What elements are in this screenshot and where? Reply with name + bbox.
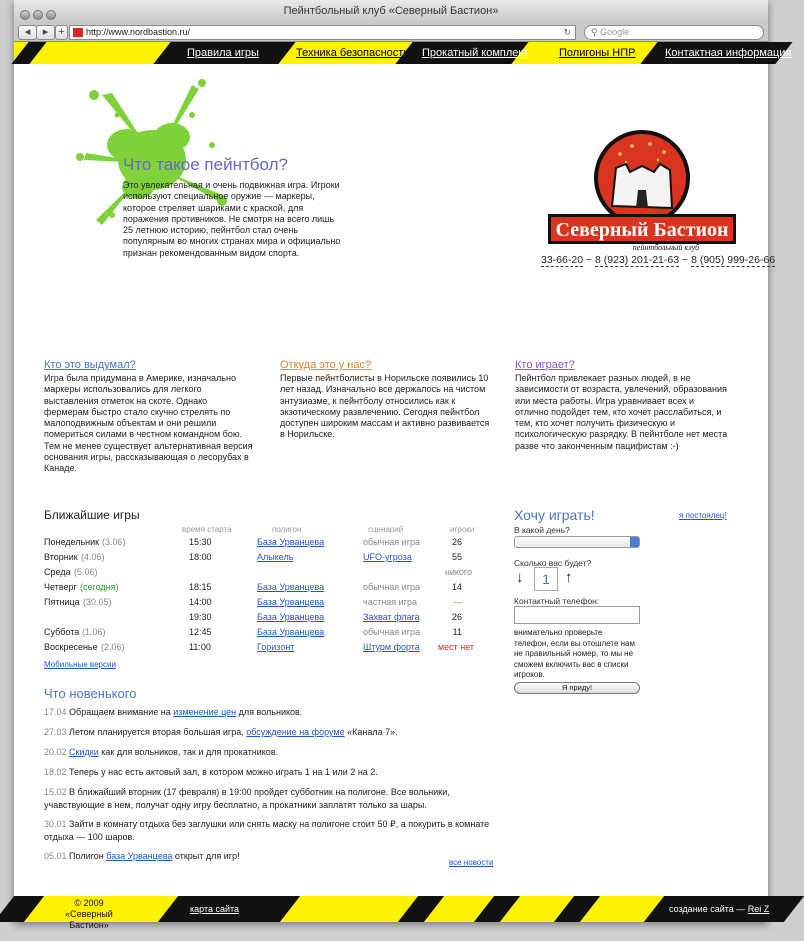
intro-text: Это увлекательная и очень подвижная игра. Игроки используют специальное оружие — маркеры, которое стреляет шариками с краской, для поражения противников. Не смотря на всего лишь 25 летнюю историю, пейнтбол стал очень популярным во многих странах мира и официально признан рекомендованным видом спорта. <box>123 180 341 258</box>
phone-numbers <box>541 254 775 266</box>
col-players: игроки <box>450 525 475 534</box>
logo-subtitle: пейнтбольный клуб <box>632 243 700 252</box>
col-place: полигон <box>272 525 302 534</box>
phone-note: внимательно проверьте телефон, если вы отошлете нам не правильный номер, то мы не сможем включить вас в списки игроков. <box>514 628 635 679</box>
news-item <box>44 766 504 779</box>
game-date: (4.06) <box>81 552 105 562</box>
game-place[interactable]: База Урванцева <box>257 582 325 592</box>
table-row <box>44 597 484 612</box>
top-navigation <box>14 42 792 64</box>
news-text: для вольников. <box>238 707 303 717</box>
day-label: В какой день? <box>514 525 570 535</box>
title-bar <box>14 0 768 23</box>
news-date: 05.01 <box>44 851 67 861</box>
game-players: 26 <box>451 537 462 547</box>
table-row <box>44 537 484 552</box>
news-text: Зайти в комнату отдыха без заглушки или снять маску на полигоне стоит 50 ₽, а покурить в комнате отдыха — 100 шаров. <box>44 819 490 842</box>
sitemap-link[interactable]: карта сайта <box>190 904 240 914</box>
news-text: Полигон <box>69 851 104 861</box>
copyright <box>49 898 129 931</box>
news-title: Что новенького <box>44 686 137 701</box>
game-place[interactable]: База Урванцева <box>257 627 325 637</box>
credit-link[interactable]: Rei Z <box>747 904 770 914</box>
table-row <box>44 612 484 627</box>
info-text-players: Пейнтбол привлекает разных людей, в не зависимости от возраста, увлечений, образования или места работы. Игра уравнивает всех и отлично подойдет тем, кто хочет расслабиться, и тем, кто хочет получить физическую и психологическую разрядку. В пейнтболе нет места разве что законченным пацифистам :-) <box>515 373 728 451</box>
browser-window <box>14 0 792 930</box>
col-scenario: сценарий <box>368 525 404 534</box>
news-date: 20.02 <box>44 747 67 757</box>
day-select[interactable] <box>514 536 640 548</box>
game-date: (30.05) <box>83 597 112 607</box>
news-date: 27.03 <box>44 727 67 737</box>
count-value[interactable]: 1 <box>534 567 558 591</box>
club-logo <box>546 128 738 254</box>
news-item <box>44 706 504 719</box>
game-day: Четверг <box>44 582 77 592</box>
col-time: время старта <box>182 525 232 534</box>
hazard-stripe <box>474 896 520 922</box>
game-time: 14:00 <box>189 597 212 607</box>
url-text: http://www.nordbastion.ru/ <box>86 27 191 37</box>
back-arrow-icon: ◂ <box>24 26 31 38</box>
game-place[interactable]: База Урванцева <box>257 597 325 607</box>
game-scenario[interactable]: Захват флага <box>363 612 420 622</box>
hazard-stripe <box>0 896 44 922</box>
news-text: открыт для игр! <box>174 851 240 861</box>
game-scenario: обычная игра <box>363 627 420 637</box>
game-day: Воскресенье <box>44 642 98 652</box>
game-players: никого <box>444 567 472 577</box>
hazard-stripe <box>11 42 46 64</box>
game-day: Понедельник <box>44 537 100 547</box>
table-row <box>44 582 484 597</box>
news-text: Обращаем внимание на <box>69 707 171 717</box>
table-row <box>44 567 484 582</box>
games-title: Ближайшие игры <box>44 508 140 522</box>
news-text: Теперь у нас есть актовый зал, в котором можно играть 1 на 1 или 2 на 2. <box>69 767 378 777</box>
game-day: Вторник <box>44 552 78 562</box>
search-input[interactable] <box>584 25 764 40</box>
count-label: Сколько вас будет? <box>514 558 592 568</box>
table-row <box>44 627 484 642</box>
minimize-window-button[interactable] <box>33 10 43 20</box>
logo-text: Северный Бастион <box>555 219 729 241</box>
signup-title: Хочу играть! <box>514 507 595 523</box>
game-day: Суббота <box>44 627 80 637</box>
game-time: 18:00 <box>189 552 212 562</box>
window-title: Пейнтбольный клуб «Северный Бастион» <box>283 5 499 17</box>
info-title-origin[interactable]: Кто это выдумал? <box>44 359 136 371</box>
news-date: 18.02 <box>44 767 67 777</box>
search-icon: ⚲ <box>591 27 598 37</box>
game-time: 19:30 <box>189 612 212 622</box>
regular-player-link[interactable]: я постоялец! <box>679 511 727 520</box>
game-scenario: обычная игра <box>363 582 420 592</box>
news-text: «Канала 7». <box>347 727 398 737</box>
game-date: (2.06) <box>101 642 125 652</box>
game-scenario[interactable]: UFO-угроза <box>363 552 412 562</box>
game-place[interactable]: База Урванцева <box>257 612 325 622</box>
game-scenario[interactable]: Штурм форта <box>363 642 420 652</box>
game-day: Среда <box>44 567 71 577</box>
game-players: 55 <box>451 552 462 562</box>
news-link[interactable]: обсуждение на форуме <box>246 727 345 737</box>
forward-arrow-icon: ▸ <box>42 26 49 38</box>
info-text-origin: Игра была придумана в Америке, изначально маркеры использовались для легкого выставления отметок на скоте. Однако фермерам быстро стало скучно стрелять по малоподвижным объектам и они решили помериться силами в честном командном бою. Тем не менее существует альтернативная версия основания игры, рассказывающая о лесорубах в Канаде. <box>44 373 253 474</box>
reload-icon[interactable]: ↻ <box>563 27 571 37</box>
count-decrease-button[interactable]: ↓ <box>516 569 524 586</box>
nav-item-rules[interactable]: Правила игры <box>187 47 259 59</box>
game-players: мест нет <box>437 642 474 652</box>
news-date: 17.04 <box>44 707 67 717</box>
news-text: В ближайший вторник (17 февраля) в 19:00 пройдет субботник на полигоне. Все вольники, учавствующие в нем, получат одну игру бесплатно, а прокатники заплатят только за шары. <box>44 787 450 810</box>
phone-separator: ~ <box>682 254 689 266</box>
favicon-icon <box>73 28 83 37</box>
forward-button[interactable] <box>36 25 55 40</box>
game-date: (5.06) <box>74 567 98 577</box>
count-increase-button[interactable]: ↑ <box>565 569 573 586</box>
news-text: Летом планируется вторая большая игра, <box>69 727 244 737</box>
phone-label: Контактный телефон: <box>514 596 600 606</box>
credit <box>669 904 769 914</box>
game-scenario: частная игра <box>363 597 417 607</box>
phone-input[interactable] <box>514 606 640 624</box>
info-title-local[interactable]: Откуда это у нас? <box>280 359 372 371</box>
nav-item-safety[interactable]: Техника безопасности <box>296 47 410 59</box>
news-link[interactable]: изменение цен <box>173 707 237 717</box>
news-item <box>44 818 504 844</box>
game-day: Пятница <box>44 597 80 607</box>
search-placeholder: Google <box>600 27 630 37</box>
game-time: 11:00 <box>189 642 211 652</box>
info-text-local: Первые пейнтболисты в Норильске появились 10 лет назад. Изначально все держалось на чистом энтузиазме, к пейнтболу относились как к экзотическому развлечению. Сегодня пейнтбол доступен широким массам и активно развивается в Норильске. <box>280 373 490 440</box>
table-row <box>44 552 484 567</box>
intro-title: Что такое пейнтбол? <box>123 155 288 174</box>
game-players: — <box>453 597 462 607</box>
mobile-versions-link[interactable]: Мобильные версии <box>44 660 116 669</box>
news-link[interactable]: Скидки <box>69 747 99 757</box>
submit-button[interactable]: Я приду! <box>514 682 640 694</box>
news-text: как для вольников, так и для прокатников. <box>101 747 279 757</box>
news-item <box>44 746 504 759</box>
game-time: 15:30 <box>189 537 212 547</box>
phone-separator: ~ <box>585 254 593 266</box>
game-players: 26 <box>451 612 462 622</box>
game-date: (3.06) <box>102 537 126 547</box>
phone-3[interactable]: 8 (905) 999-26-66 <box>691 254 776 266</box>
nav-item-rental-kit[interactable]: Прокатный комплект <box>422 47 529 59</box>
game-place[interactable]: Горизонт <box>257 642 295 652</box>
info-title-players[interactable]: Кто играет? <box>515 359 575 371</box>
copyright-name: «Северный Бастион» <box>65 909 113 930</box>
hazard-stripe <box>554 896 600 922</box>
game-date: (1.06) <box>82 627 106 637</box>
nav-item-contacts[interactable]: Контактная информация <box>665 47 792 59</box>
game-players: 14 <box>451 582 462 592</box>
all-news-link[interactable]: все новости <box>449 858 494 867</box>
game-scenario: обычная игра <box>363 537 420 547</box>
select-arrows-icon <box>630 537 639 547</box>
game-time: 18:15 <box>189 582 212 592</box>
game-place[interactable]: База Урванцева <box>257 537 325 547</box>
footer <box>14 896 770 930</box>
zoom-window-button[interactable] <box>46 10 56 20</box>
news-item <box>44 726 504 739</box>
phone-2[interactable]: 8 (923) 201-21-63 <box>595 254 680 266</box>
hazard-stripe <box>398 896 444 922</box>
address-bar[interactable] <box>69 25 576 40</box>
news-date: 15.02 <box>44 787 67 797</box>
phone-1[interactable]: 33-66-20 <box>541 254 584 266</box>
news-date: 30.01 <box>44 819 67 829</box>
credit-text: создание сайта — <box>669 904 746 914</box>
news-link[interactable]: базa Урванцева <box>106 851 173 861</box>
game-players: 11 <box>452 627 462 637</box>
news-item <box>44 786 504 812</box>
close-window-button[interactable] <box>20 10 30 20</box>
game-place[interactable]: Алыкель <box>257 552 294 562</box>
copyright-year: © 2009 <box>74 898 104 908</box>
game-date: (сегодня) <box>80 582 119 592</box>
news-item <box>44 850 504 863</box>
table-row <box>44 642 484 657</box>
back-button[interactable] <box>18 25 37 40</box>
game-time: 12:45 <box>189 627 212 637</box>
browser-toolbar <box>14 23 768 42</box>
add-tab-button[interactable]: + <box>55 25 68 40</box>
nav-item-fields[interactable]: Полигоны НПР <box>559 47 636 59</box>
